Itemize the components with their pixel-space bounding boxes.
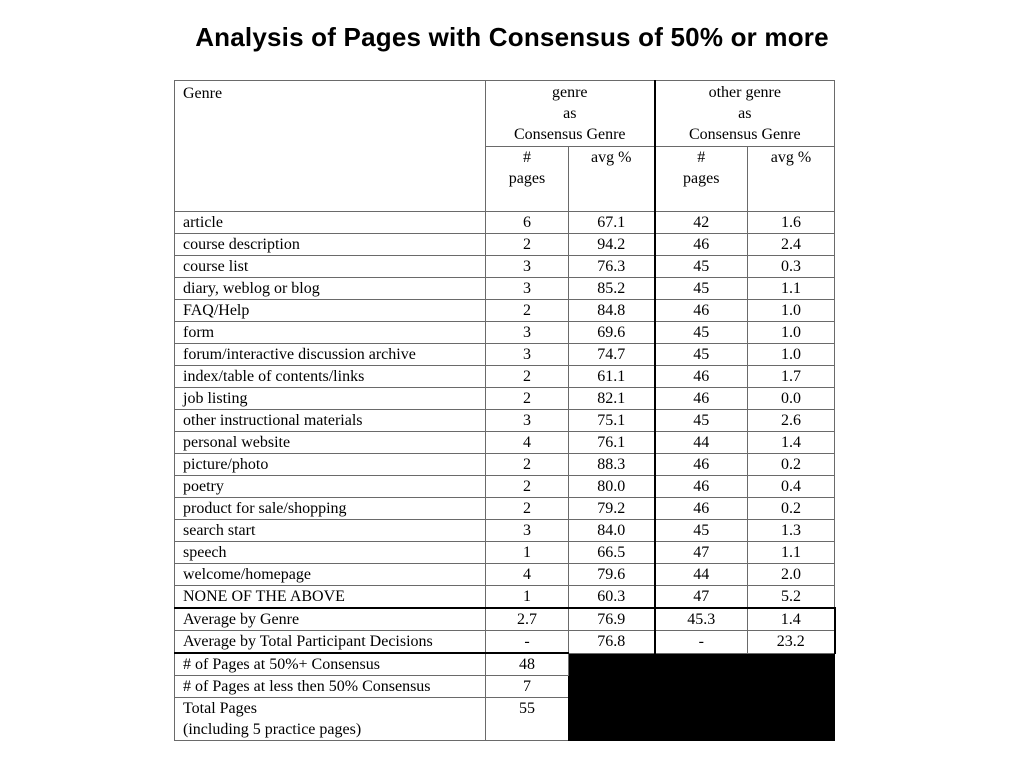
genre-pages-cell: 2 xyxy=(486,454,569,476)
total-value-cell: 48 xyxy=(486,653,569,676)
genre-pages-cell: 3 xyxy=(486,344,569,366)
other-pages-cell: 45 xyxy=(655,278,748,300)
genre-pages-cell: 4 xyxy=(486,564,569,586)
table-row xyxy=(175,432,835,454)
genre-pages-cell: 2 xyxy=(486,476,569,498)
genre-pages-cell: 6 xyxy=(486,212,569,234)
average-other-pages-cell: 45.3 xyxy=(655,608,748,631)
genre-avg-cell: 82.1 xyxy=(569,388,655,410)
average-other-pages-cell: - xyxy=(655,631,748,654)
header-row-groups xyxy=(175,81,835,147)
genre-column-header: Genre xyxy=(175,81,486,212)
genre-pages-cell: 2 xyxy=(486,234,569,256)
table-row xyxy=(175,388,835,410)
genre-pages-header: # pages xyxy=(486,147,569,212)
other-avg-cell: 2.4 xyxy=(748,234,835,256)
other-pages-cell: 45 xyxy=(655,410,748,432)
total-row xyxy=(175,653,835,676)
average-row xyxy=(175,608,835,631)
genre-cell: search start xyxy=(175,520,486,542)
average-label-cell: Average by Total Participant Decisions xyxy=(175,631,486,654)
genre-pages-cell: 3 xyxy=(486,256,569,278)
genre-cell: NONE OF THE ABOVE xyxy=(175,586,486,609)
genre-cell: speech xyxy=(175,542,486,564)
genre-cell: personal website xyxy=(175,432,486,454)
other-pages-cell: 46 xyxy=(655,366,748,388)
page-title: Analysis of Pages with Consensus of 50% or more xyxy=(195,22,829,52)
genre-avg-cell: 94.2 xyxy=(569,234,655,256)
other-pages-cell: 46 xyxy=(655,300,748,322)
other-avg-cell: 1.1 xyxy=(748,278,835,300)
table-row xyxy=(175,278,835,300)
other-pages-cell: 46 xyxy=(655,476,748,498)
blacked-out-area xyxy=(569,653,835,741)
other-avg-cell: 0.4 xyxy=(748,476,835,498)
other-pages-cell: 45 xyxy=(655,344,748,366)
table-row xyxy=(175,366,835,388)
genre-pages-cell: 2 xyxy=(486,300,569,322)
genre-cell: course description xyxy=(175,234,486,256)
other-avg-cell: 5.2 xyxy=(748,586,835,609)
average-genre-avg-cell: 76.8 xyxy=(569,631,655,654)
average-label-cell: Average by Genre xyxy=(175,608,486,631)
other-avg-cell: 1.0 xyxy=(748,344,835,366)
genre-avg-cell: 61.1 xyxy=(569,366,655,388)
other-avg-header: avg % xyxy=(748,147,835,212)
genre-cell: poetry xyxy=(175,476,486,498)
genre-cell: diary, weblog or blog xyxy=(175,278,486,300)
genre-avg-cell: 79.2 xyxy=(569,498,655,520)
average-genre-pages-cell: - xyxy=(486,631,569,654)
genre-pages-cell: 2 xyxy=(486,498,569,520)
genre-avg-cell: 67.1 xyxy=(569,212,655,234)
other-avg-cell: 0.2 xyxy=(748,454,835,476)
average-other-avg-cell: 23.2 xyxy=(748,631,835,654)
genre-avg-cell: 76.1 xyxy=(569,432,655,454)
other-avg-cell: 1.4 xyxy=(748,432,835,454)
table-row xyxy=(175,234,835,256)
table-row xyxy=(175,300,835,322)
consensus-table xyxy=(174,80,836,741)
table-row xyxy=(175,344,835,366)
other-pages-cell: 46 xyxy=(655,388,748,410)
average-other-avg-cell: 1.4 xyxy=(748,608,835,631)
genre-avg-header: avg % xyxy=(569,147,655,212)
table-row xyxy=(175,476,835,498)
average-row xyxy=(175,631,835,654)
table-row xyxy=(175,586,835,609)
genre-avg-cell: 60.3 xyxy=(569,586,655,609)
total-label-cell: # of Pages at less then 50% Consensus xyxy=(175,676,486,698)
other-pages-cell: 45 xyxy=(655,520,748,542)
genre-avg-cell: 84.8 xyxy=(569,300,655,322)
genre-cell: index/table of contents/links xyxy=(175,366,486,388)
genre-cell: form xyxy=(175,322,486,344)
table-row xyxy=(175,520,835,542)
other-avg-cell: 1.1 xyxy=(748,542,835,564)
genre-avg-cell: 84.0 xyxy=(569,520,655,542)
genre-avg-cell: 74.7 xyxy=(569,344,655,366)
genre-pages-cell: 1 xyxy=(486,586,569,609)
other-avg-cell: 1.0 xyxy=(748,300,835,322)
table-row xyxy=(175,212,835,234)
genre-cell: picture/photo xyxy=(175,454,486,476)
genre-pages-cell: 3 xyxy=(486,322,569,344)
genre-pages-cell: 1 xyxy=(486,542,569,564)
genre-pages-cell: 2 xyxy=(486,366,569,388)
total-value-cell: 55 xyxy=(486,698,569,741)
table-row xyxy=(175,410,835,432)
total-label-cell: # of Pages at 50%+ Consensus xyxy=(175,653,486,676)
genre-pages-cell: 3 xyxy=(486,278,569,300)
genre-avg-cell: 85.2 xyxy=(569,278,655,300)
other-pages-cell: 44 xyxy=(655,564,748,586)
genre-pages-cell: 3 xyxy=(486,410,569,432)
other-pages-cell: 46 xyxy=(655,454,748,476)
genre-cell: welcome/homepage xyxy=(175,564,486,586)
table-row xyxy=(175,564,835,586)
other-avg-cell: 1.3 xyxy=(748,520,835,542)
other-pages-cell: 44 xyxy=(655,432,748,454)
genre-cell: product for sale/shopping xyxy=(175,498,486,520)
genre-avg-cell: 79.6 xyxy=(569,564,655,586)
genre-avg-cell: 88.3 xyxy=(569,454,655,476)
total-label-cell: Total Pages (including 5 practice pages) xyxy=(175,698,486,741)
genre-cell: course list xyxy=(175,256,486,278)
other-avg-cell: 1.7 xyxy=(748,366,835,388)
total-value-cell: 7 xyxy=(486,676,569,698)
table-row xyxy=(175,454,835,476)
other-pages-cell: 47 xyxy=(655,586,748,609)
table-row xyxy=(175,256,835,278)
genre-avg-cell: 80.0 xyxy=(569,476,655,498)
genre-avg-cell: 69.6 xyxy=(569,322,655,344)
other-avg-cell: 2.0 xyxy=(748,564,835,586)
other-pages-header: # pages xyxy=(655,147,748,212)
other-pages-cell: 42 xyxy=(655,212,748,234)
other-pages-cell: 47 xyxy=(655,542,748,564)
other-avg-cell: 1.6 xyxy=(748,212,835,234)
genre-cell: article xyxy=(175,212,486,234)
table-row xyxy=(175,322,835,344)
other-pages-cell: 46 xyxy=(655,498,748,520)
other-avg-cell: 1.0 xyxy=(748,322,835,344)
genre-cell: job listing xyxy=(175,388,486,410)
other-avg-cell: 0.0 xyxy=(748,388,835,410)
genre-avg-cell: 66.5 xyxy=(569,542,655,564)
average-genre-avg-cell: 76.9 xyxy=(569,608,655,631)
genre-pages-cell: 4 xyxy=(486,432,569,454)
other-avg-cell: 0.2 xyxy=(748,498,835,520)
genre-cell: other instructional materials xyxy=(175,410,486,432)
genre-pages-cell: 2 xyxy=(486,388,569,410)
other-avg-cell: 0.3 xyxy=(748,256,835,278)
other-pages-cell: 46 xyxy=(655,234,748,256)
genre-cell: forum/interactive discussion archive xyxy=(175,344,486,366)
genre-as-consensus-header: genre as Consensus Genre xyxy=(486,81,655,147)
other-pages-cell: 45 xyxy=(655,256,748,278)
table-row xyxy=(175,498,835,520)
other-avg-cell: 2.6 xyxy=(748,410,835,432)
average-genre-pages-cell: 2.7 xyxy=(486,608,569,631)
genre-cell: FAQ/Help xyxy=(175,300,486,322)
table-row xyxy=(175,542,835,564)
genre-avg-cell: 75.1 xyxy=(569,410,655,432)
other-pages-cell: 45 xyxy=(655,322,748,344)
genre-avg-cell: 76.3 xyxy=(569,256,655,278)
genre-pages-cell: 3 xyxy=(486,520,569,542)
other-genre-as-consensus-header: other genre as Consensus Genre xyxy=(655,81,835,147)
